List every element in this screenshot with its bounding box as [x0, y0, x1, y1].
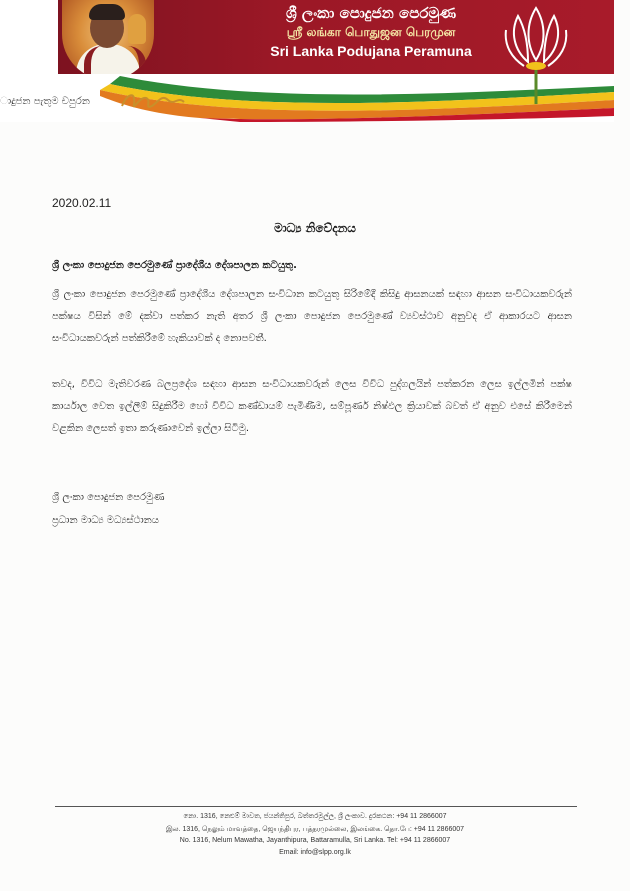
footer-address-english: No. 1316, Nelum Mawatha, Jayanthipura, Battaramulla, Sri Lanka. Tel: +94 11 2866007 [179, 837, 451, 844]
signoff-department: ප්‍රධාන මාධ්‍ය මධ්‍යස්ථානය [52, 515, 159, 526]
footer-email: Email: info@slpp.org.lk [279, 849, 351, 856]
signature-logo-icon [118, 88, 188, 116]
party-name-english: Sri Lanka Podujana Peramuna [270, 43, 472, 59]
party-name-sinhala: ශ්‍රී ලංකා පොදුජන පෙරමුණ [285, 4, 457, 22]
lotus-emblem-icon [496, 0, 576, 108]
paragraph-1: ශ්‍රී ලංකා පොදුජන පෙරමුණේ ප්‍රාදේශීය දේශපාලන සංවිධාන කටයුතු සිරිමේදී කිසිදු ආසනයක් සඳහා ආසන සංවිධායකවරුන් පක්ෂය විසින් මේ දක්වා පත්කර නැති අතර ශ්‍රී ලංකා පොදුජන පෙරමුණේ ව්‍යවස්ථාව අනුවද ඒ ආකාරයට ආසන සංවිධායකවරුන් පත්කිරීමේ හැකියාවක් ද නොපවතී. [52, 289, 572, 344]
party-slogan: ාදුජන පැතුම චපුරන [0, 96, 90, 107]
document-subject: ශ්‍රී ලංකා පොදුජන පෙරමුණේ ප්‍රාදේශීය දේශපාලන කටයුතු. [52, 260, 297, 271]
footer-address-sinhala: නො. 1316, නෙළුම් මාවත, ජයන්තිපුර, බත්තරමුල්ල, ශ්‍රී ලංකාව. දුරකථන: +94 11 2866007 [183, 813, 447, 820]
raised-hand-icon [128, 14, 146, 44]
party-name-tamil: ஸ்ரீ லங்கா பொதுஜன பெரமுன [286, 25, 456, 39]
signoff-organization: ශ්‍රී ලංකා පොදුජන පෙරමුණ [52, 492, 165, 503]
letterhead [0, 0, 614, 122]
footer-address-tamil: இல. 1316, நெலும் மாவத்தை, ஜெயந்திபுர, பத்தரமுல்லை, இலங்கை. தொ.பே: +94 11 2866007 [165, 826, 465, 833]
footer-divider [55, 806, 577, 807]
document-heading: මාධ්‍ය නිවේදනය [274, 221, 356, 235]
document-date: 2020.02.11 [52, 196, 112, 210]
paragraph-2: තවද, විවිධ මැතිවරණ බලප්‍රදේශ සඳහා ආසන සංවිධායකවරුන් ලෙස විවිධ පුද්ගලයින් පත්කරන ලෙස ඉල්ලමින් පක්ෂ කාර්යාල වෙත ඉල්ලීම් සිදුකිරීම හෝ විවිධ කණ්ඩායම් පැමිණීම, සම්පූර්ණ නිෂ්ඵල ක්‍රියාවක් බවත් ඒ අනුව එසේ කිරීමෙන් වළකින ලෙසත් ඉතා කරුණාවෙන් ඉල්ලා සිටිමු. [52, 379, 572, 434]
